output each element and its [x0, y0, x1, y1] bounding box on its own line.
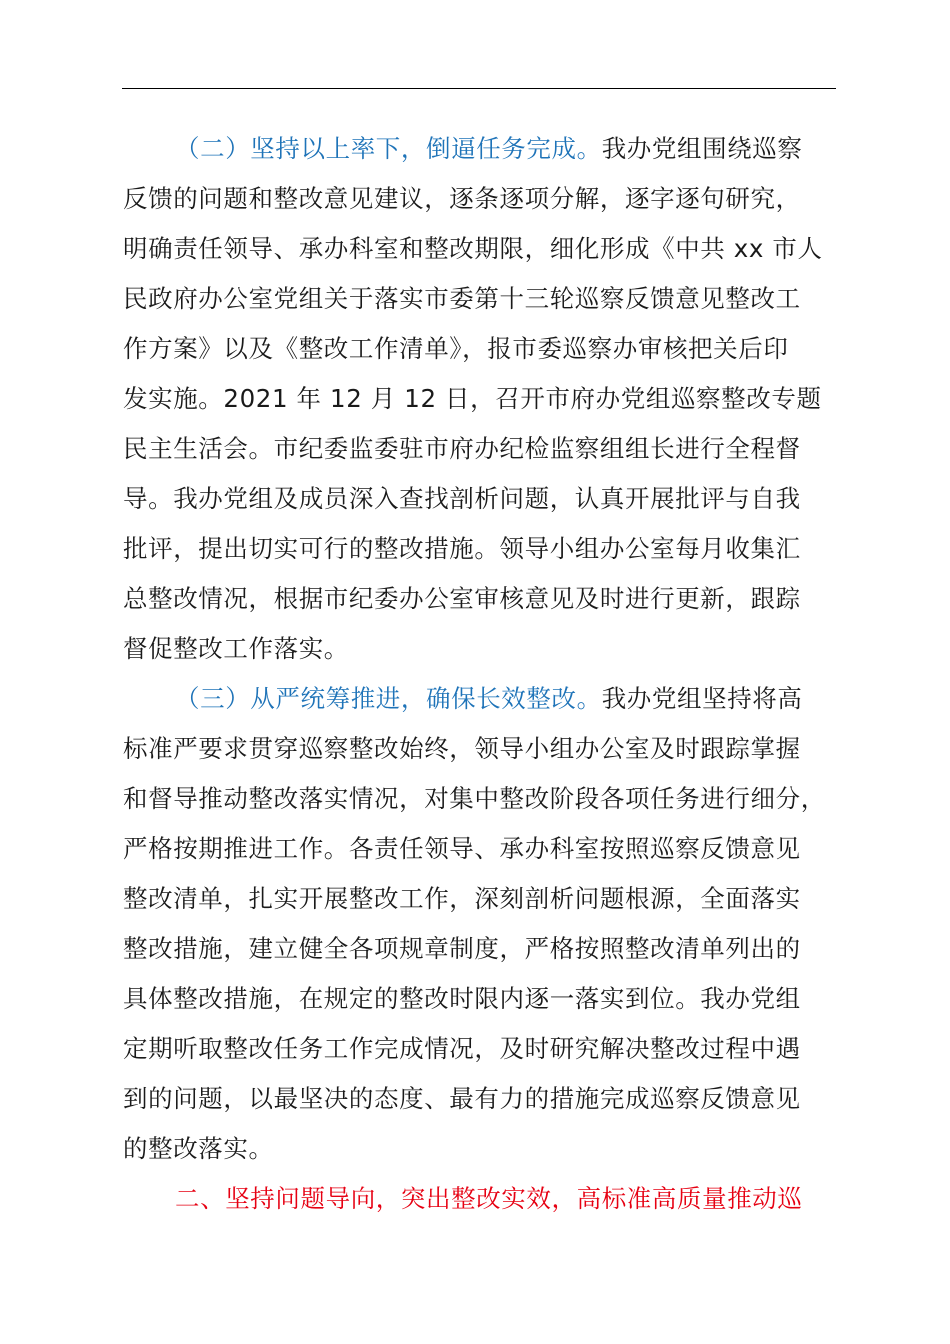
- paragraph-line: 明确责任领导、承办科室和整改期限，细化形成《中共 xx 市人: [123, 234, 823, 263]
- paragraph-line: 总整改情况，根据市纪委办公室审核意见及时进行更新，跟踪: [123, 584, 801, 613]
- paragraph-line: 批评，提出切实可行的整改措施。领导小组办公室每月收集汇: [123, 534, 801, 563]
- paragraph-line: 督促整改工作落实。: [123, 634, 349, 663]
- document-body: [123, 124, 836, 1224]
- paragraph-line: 导。我办党组及成员深入查找剖析问题，认真开展批评与自我: [123, 484, 801, 513]
- paragraph-line: 整改措施，建立健全各项规章制度，严格按照整改清单列出的: [123, 934, 801, 963]
- section-three-heading: （三）从严统筹推进，确保长效整改。: [175, 684, 602, 713]
- paragraph-line: 作方案》以及《整改工作清单》，报市委巡察办审核把关后印: [123, 334, 789, 363]
- paragraph-line: 严格按期推进工作。各责任领导、承办科室按照巡察反馈意见: [123, 834, 801, 863]
- paragraph-line: 民政府办公室党组关于落实市委第十三轮巡察反馈意见整改工: [123, 284, 801, 313]
- paragraph-line: [123, 124, 836, 174]
- paragraph-line: 和督导推动整改落实情况，对集中整改阶段各项任务进行细分，: [123, 784, 826, 813]
- paragraph-line: 发实施。2021 年 12 月 12 日，召开市府办党组巡察整改专题: [123, 384, 822, 413]
- section-two-heading: （二）坚持以上率下，倒逼任务完成。: [175, 134, 602, 163]
- paragraph-line: 标准严要求贯穿巡察整改始终，领导小组办公室及时跟踪掌握: [123, 734, 801, 763]
- section-two-text: 我办党组围绕巡察: [601, 134, 803, 163]
- paragraph-line: 到的问题，以最坚决的态度、最有力的措施完成巡察反馈意见: [123, 1084, 801, 1113]
- paragraph-line: 定期听取整改任务工作完成情况，及时研究解决整改过程中遇: [123, 1034, 801, 1063]
- paragraph-line: 民主生活会。市纪委监委驻市府办纪检监察组组长进行全程督: [123, 434, 801, 463]
- chapter-two-heading: 二、坚持问题导向，突出整改实效，高标准高质量推动巡: [175, 1184, 803, 1213]
- paragraph-line: 整改清单，扎实开展整改工作，深刻剖析问题根源，全面落实: [123, 884, 801, 913]
- paragraph-line: 具体整改措施，在规定的整改时限内逐一落实到位。我办党组: [123, 984, 801, 1013]
- paragraph-line: [123, 674, 836, 724]
- section-three-text: 我办党组坚持将高: [601, 684, 803, 713]
- paragraph-line: 反馈的问题和整改意见建议，逐条逐项分解，逐字逐句研究，: [123, 184, 801, 213]
- paragraph-line: 的整改落实。: [123, 1134, 274, 1163]
- header-rule: [122, 88, 836, 89]
